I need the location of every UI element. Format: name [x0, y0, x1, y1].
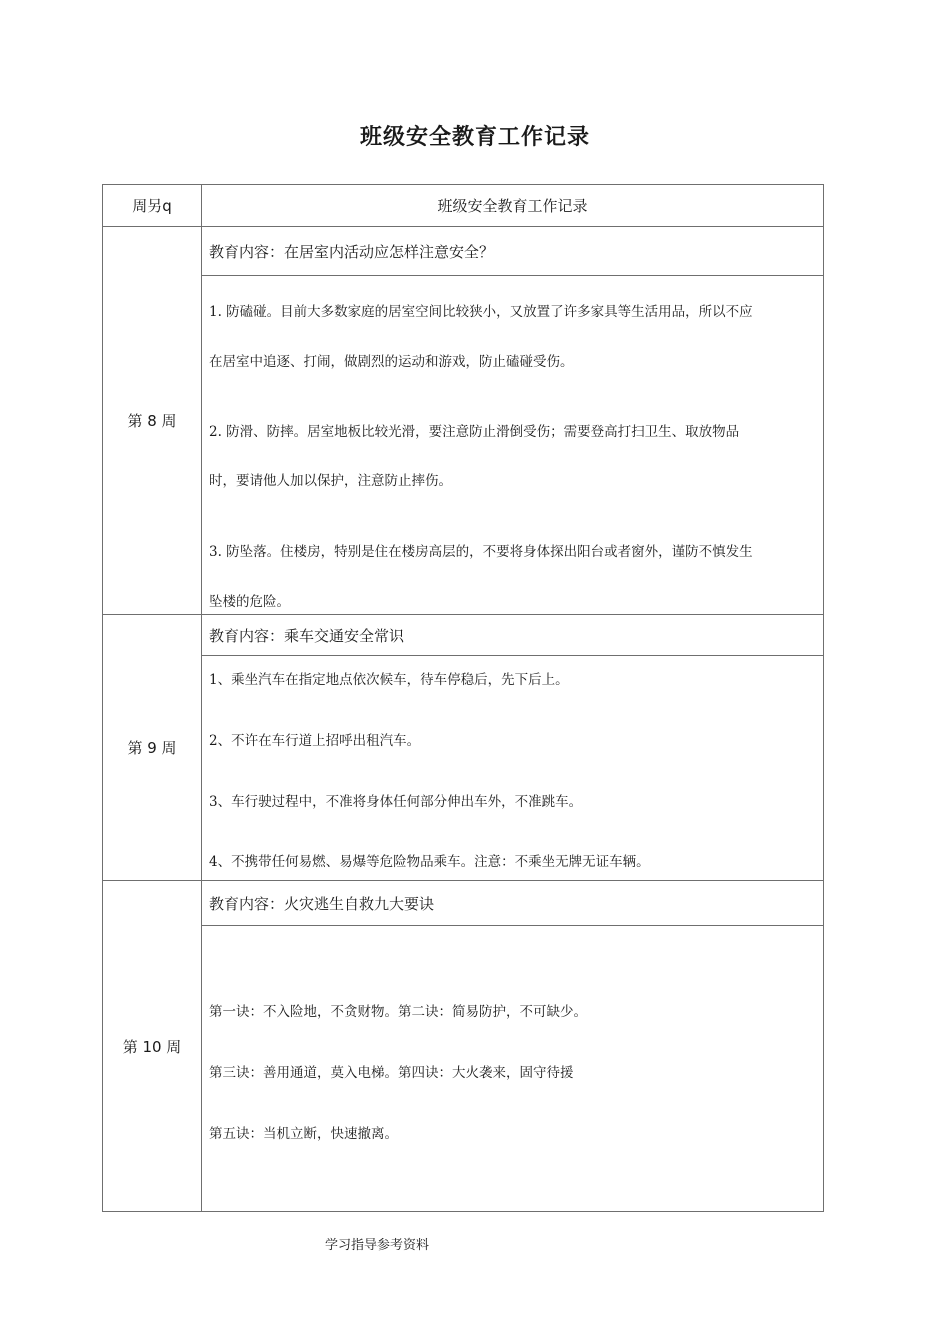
content-line: 2、不许在车行道上招呼出租汽车。 — [209, 733, 421, 749]
table-row — [103, 926, 824, 1212]
record-table — [102, 184, 824, 1212]
content-line: 第一诀：不入险地，不贪财物。第二诀：简易防护，不可缺少。 — [209, 1004, 587, 1020]
week-label: 第 10 周 — [103, 881, 202, 1212]
topic-title: 教育内容：火灾逃生自救九大要诀 — [202, 881, 824, 926]
content-line: 第三诀：善用通道，莫入电梯。第四诀：大火袭来，固守待援 — [209, 1065, 574, 1081]
table-row — [103, 276, 824, 615]
content-line: 3、车行驶过程中，不准将身体任何部分伸出车外，不准跳车。 — [209, 794, 583, 810]
content-line: 3. 防坠落。住楼房，特别是住在楼房高层的，不要将身体探出阳台或者窗外，谨防不慎发生 — [209, 544, 753, 560]
content-line: 在居室中追逐、打闹，做剧烈的运动和游戏，防止磕碰受伤。 — [209, 354, 574, 370]
topic-title: 教育内容：在居室内活动应怎样注意安全？ — [202, 227, 824, 276]
table-row — [103, 656, 824, 881]
page-title: 班级安全教育工作记录 — [359, 125, 590, 150]
content-cell — [202, 926, 824, 1212]
table-header-row — [103, 185, 824, 227]
content-line: 坠楼的危险。 — [209, 594, 290, 610]
header-week: 周另q — [103, 185, 202, 227]
footer-note: 学习指导参考资料 — [325, 1238, 430, 1253]
table-row — [103, 227, 824, 276]
table-row — [103, 881, 824, 926]
content-line: 1. 防磕碰。目前大多数家庭的居室空间比较狭小，又放置了许多家具等生活用品，所以不应 — [209, 304, 753, 320]
week-label: 第 8 周 — [103, 227, 202, 615]
content-line: 2. 防滑、防摔。居室地板比较光滑，要注意防止滑倒受伤；需要登高打扫卫生、取放物品 — [209, 424, 740, 440]
content-cell — [202, 656, 824, 881]
week-label: 第 9 周 — [103, 615, 202, 881]
topic-title: 教育内容：乘车交通安全常识 — [202, 615, 824, 656]
table-row — [103, 615, 824, 656]
content-line: 1、乘坐汽车在指定地点依次候车，待车停稳后，先下后上。 — [209, 672, 569, 688]
content-cell — [202, 276, 824, 615]
content-line: 4、不携带任何易燃、易爆等危险物品乘车。注意：不乘坐无牌无证车辆。 — [209, 854, 650, 870]
content-line: 第五诀：当机立断，快速撤离。 — [209, 1126, 398, 1142]
content-line: 时，要请他人加以保护，注意防止摔伤。 — [209, 473, 452, 489]
header-record: 班级安全教育工作记录 — [202, 185, 824, 227]
